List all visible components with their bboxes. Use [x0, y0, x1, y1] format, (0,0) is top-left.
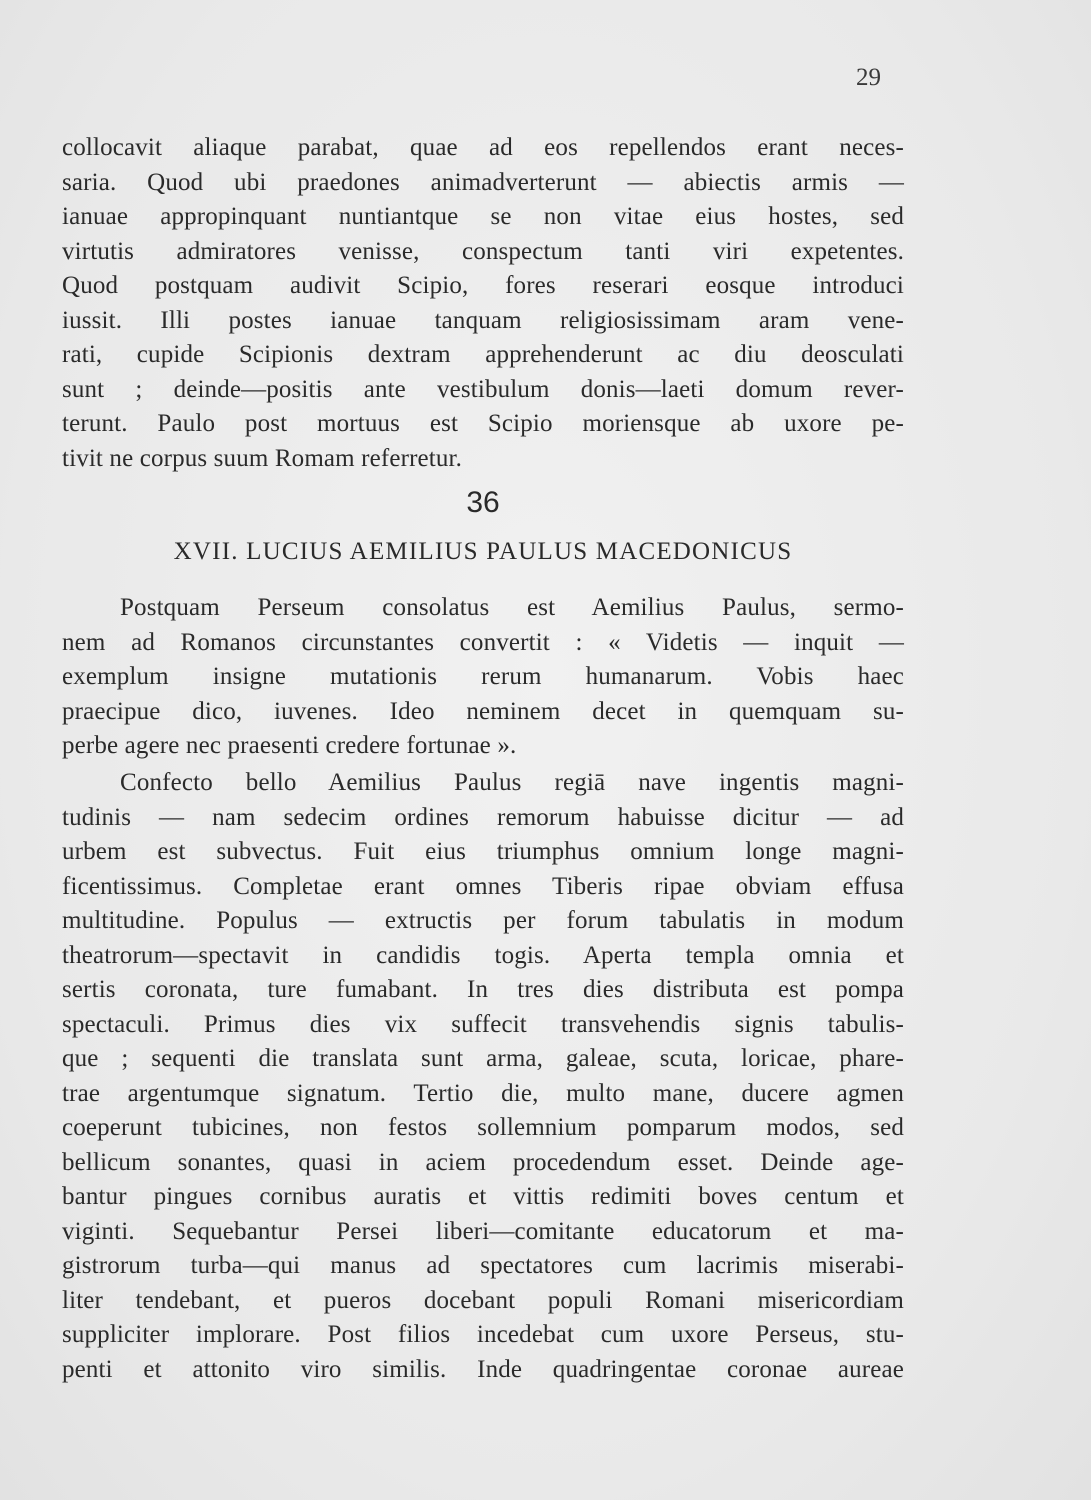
- text-line: liter tendebant, et pueros docebant populi Romani misericordiam: [62, 1286, 904, 1314]
- page-number: 29: [856, 64, 881, 91]
- text-line: praecipue dico, iuvenes. Ideo neminem decet in quemquam su-: [62, 697, 904, 725]
- text-line: virtutis admiratores venisse, conspectum tanti viri expetentes.: [62, 237, 904, 265]
- text-line: saria. Quod ubi praedones animadverterunt — abiectis armis —: [62, 168, 904, 196]
- text-line: gistrorum turba—qui manus ad spectatores cum lacrimis miserabi-: [62, 1252, 904, 1279]
- text-line: bantur pingues cornibus auratis et vittis redimiti boves centum et: [62, 1183, 904, 1210]
- text-line: penti et attonito viro similis. Inde quadringentae coronae aureae: [62, 1355, 904, 1383]
- text-line: viginti. Sequebantur Persei liberi—comitante educatorum et ma-: [62, 1217, 904, 1245]
- text-line: rati, cupide Scipionis dextram apprehenderunt ac diu deosculati: [62, 341, 904, 368]
- text-line: ianuae appropinquant nuntiantque se non vitae eius hostes, sed: [62, 203, 904, 230]
- text-line: tudinis — nam sedecim ordines remorum habuisse dicitur — ad: [62, 803, 904, 831]
- section-number: 36: [466, 486, 500, 519]
- text-line: exemplum insigne mutationis rerum humanarum. Vobis haec: [62, 663, 904, 690]
- text-line: iussit. Illi postes ianuae tanquam religiosissimam aram vene-: [62, 306, 904, 334]
- text-line: Quod postquam audivit Scipio, fores reserari eosque introduci: [62, 272, 904, 299]
- text-line: ficentissimus. Completae erant omnes Tiberis ripae obviam effusa: [62, 872, 904, 900]
- text-line: collocavit aliaque parabat, quae ad eos repellendos erant neces-: [62, 134, 904, 161]
- text-line: nem ad Romanos circunstantes convertit : « Videtis — inquit —: [62, 628, 904, 656]
- text-line: que ; sequenti die translata sunt arma, galeae, scuta, loricae, phare-: [62, 1045, 904, 1072]
- text-line: suppliciter implorare. Post filios incedebat cum uxore Perseus, stu-: [62, 1321, 904, 1348]
- text-line: trae argentumque signatum. Tertio die, multo mane, ducere agmen: [62, 1079, 904, 1107]
- chapter-title: XVII. LUCIUS AEMILIUS PAULUS MACEDONICUS: [173, 538, 793, 565]
- text-line: Confecto bello Aemilius Paulus regiā nave ingentis magni-: [120, 769, 904, 796]
- text-line: bellicum sonantes, quasi in aciem procedendum esset. Deinde age-: [62, 1148, 904, 1176]
- text-line: urbem est subvectus. Fuit eius triumphus omnium longe magni-: [62, 838, 904, 865]
- text-line: perbe agere nec praesenti credere fortunae ».: [62, 732, 517, 759]
- text-line: terunt. Paulo post mortuus est Scipio moriensque ab uxore pe-: [62, 410, 904, 437]
- text-line: tivit ne corpus suum Romam referretur.: [62, 444, 463, 472]
- text-line: multitudine. Populus — extructis per forum tabulatis in modum: [62, 907, 904, 934]
- text-line: coeperunt tubicines, non festos sollemnium pomparum modos, sed: [62, 1114, 904, 1141]
- text-line: theatrorum—spectavit in candidis togis. Aperta templa omnia et: [62, 941, 904, 969]
- text-line: sertis coronata, ture fumabant. In tres dies distributa est pompa: [62, 976, 904, 1003]
- text-line: spectaculi. Primus dies vix suffecit transvehendis signis tabulis-: [62, 1010, 904, 1038]
- text-line: Postquam Perseum consolatus est Aemilius Paulus, sermo-: [120, 594, 904, 621]
- text-line: sunt ; deinde—positis ante vestibulum donis—laeti domum rever-: [62, 375, 904, 403]
